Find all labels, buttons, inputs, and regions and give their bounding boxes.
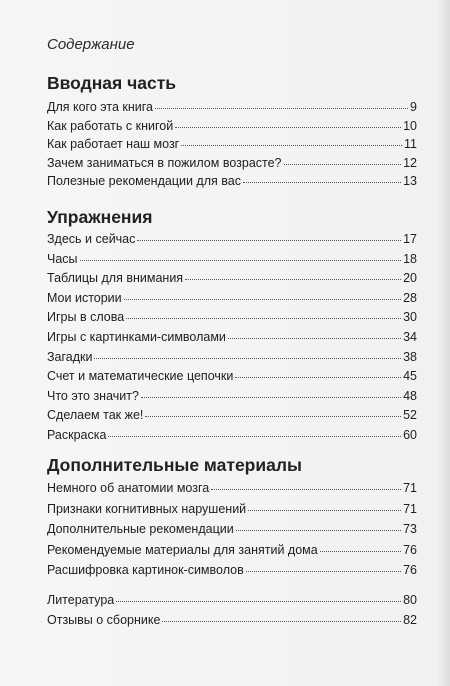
toc-entry-page: 45 bbox=[403, 369, 417, 384]
dot-leader bbox=[248, 509, 401, 511]
toc-entry-title: Часы bbox=[47, 251, 78, 266]
toc-entry-page: 13 bbox=[403, 174, 417, 188]
dot-leader bbox=[94, 357, 401, 359]
dot-leader bbox=[236, 529, 401, 531]
dot-leader bbox=[211, 488, 401, 490]
toc-entry-title: Загадки bbox=[47, 349, 93, 364]
toc-entry-title: Расшифровка картинок-символов bbox=[47, 563, 244, 578]
back-matter bbox=[47, 590, 417, 630]
toc-entry[interactable] bbox=[47, 230, 417, 250]
toc-entry-title: Что это значит? bbox=[47, 388, 139, 403]
toc-title: Содержание bbox=[47, 36, 135, 53]
toc-entry-title: Как работать с книгой bbox=[47, 118, 174, 133]
toc-entry[interactable] bbox=[47, 269, 417, 289]
toc-entry-page: 28 bbox=[403, 290, 417, 305]
dot-leader bbox=[145, 415, 401, 417]
toc-entry-page: 48 bbox=[403, 388, 417, 403]
toc-entry[interactable] bbox=[47, 499, 417, 520]
toc-entry[interactable] bbox=[47, 308, 417, 328]
section-heading: Упражнения bbox=[47, 207, 153, 227]
toc-entry-page: 30 bbox=[403, 310, 417, 325]
toc-entry-page: 76 bbox=[403, 563, 417, 578]
toc-entry-page: 76 bbox=[403, 542, 417, 557]
dot-leader bbox=[124, 298, 401, 300]
toc-entry[interactable] bbox=[47, 98, 417, 117]
toc-entry-title: Немного об анатомии мозга bbox=[47, 481, 210, 495]
toc-entry[interactable] bbox=[47, 289, 417, 309]
dot-leader bbox=[246, 570, 401, 572]
toc-entry-page: 17 bbox=[403, 232, 417, 246]
dot-leader bbox=[126, 317, 401, 319]
dot-leader bbox=[284, 163, 402, 165]
toc-entry[interactable] bbox=[47, 172, 417, 191]
toc-entry-title: Мои истории bbox=[47, 290, 122, 305]
dot-leader bbox=[243, 181, 401, 183]
toc-entry[interactable] bbox=[47, 135, 417, 154]
toc-entry-title: Сделаем так же! bbox=[47, 408, 144, 423]
toc-entry-page: 80 bbox=[403, 593, 417, 607]
toc-entry[interactable] bbox=[47, 406, 417, 426]
dot-leader bbox=[108, 435, 401, 437]
toc-entry-page: 52 bbox=[403, 408, 417, 423]
toc-entry-title: Полезные рекомендации для вас bbox=[47, 174, 241, 188]
toc-entry-page: 18 bbox=[403, 251, 417, 266]
toc-entry-title: Дополнительные рекомендации bbox=[47, 522, 234, 537]
toc-entry[interactable] bbox=[47, 519, 417, 540]
dot-leader bbox=[175, 126, 401, 128]
dot-leader bbox=[141, 396, 401, 398]
dot-leader bbox=[80, 259, 402, 261]
toc-entry-title: Таблицы для внимания bbox=[47, 271, 184, 286]
dot-leader bbox=[162, 620, 401, 622]
dot-leader bbox=[185, 278, 401, 280]
toc-entry-title: Здесь и сейчас bbox=[47, 232, 136, 246]
toc-entry-page: 20 bbox=[403, 271, 417, 286]
page-edge-shadow bbox=[438, 0, 450, 686]
toc-entry-title: Зачем заниматься в пожилом возрасте? bbox=[47, 155, 282, 170]
dot-leader bbox=[155, 107, 408, 109]
toc-entry[interactable] bbox=[47, 387, 417, 407]
toc-entry-title: Счет и математические цепочки bbox=[47, 369, 234, 384]
section-introduction bbox=[47, 70, 417, 191]
toc-entry-title: Для кого эта книга bbox=[47, 100, 153, 114]
toc-entry[interactable] bbox=[47, 426, 417, 446]
toc-entry-page: 12 bbox=[403, 155, 417, 170]
toc-entry-title: Признаки когнитивных нарушений bbox=[47, 501, 247, 516]
dot-leader bbox=[235, 376, 401, 378]
section-heading: Вводная часть bbox=[47, 73, 177, 93]
toc-entry-title: Отзывы о сборнике bbox=[47, 613, 161, 627]
toc-entry-page: 9 bbox=[410, 100, 417, 114]
section-additional-materials bbox=[47, 452, 417, 581]
toc-entry[interactable] bbox=[47, 117, 417, 136]
toc-entry-page: 71 bbox=[403, 481, 417, 495]
toc-entry-title: Как работает наш мозг bbox=[47, 137, 180, 151]
toc-entry-page: 34 bbox=[403, 329, 417, 344]
toc-entry-title: Раскраска bbox=[47, 427, 107, 442]
toc-entry-page: 60 bbox=[403, 427, 417, 442]
toc-entry[interactable] bbox=[47, 540, 417, 561]
toc-entry[interactable] bbox=[47, 154, 417, 173]
toc-entry-title: Игры с картинками-символами bbox=[47, 329, 226, 344]
dot-leader bbox=[116, 600, 401, 602]
dot-leader bbox=[228, 337, 401, 339]
toc-entry[interactable] bbox=[47, 250, 417, 270]
section-exercises bbox=[47, 204, 417, 446]
toc-entry-page: 38 bbox=[403, 349, 417, 364]
toc-entry-title: Игры в слова bbox=[47, 310, 125, 325]
toc-entry[interactable] bbox=[47, 478, 417, 499]
dot-leader bbox=[137, 239, 401, 241]
toc-entry-page: 10 bbox=[403, 118, 417, 133]
toc-entry-page: 71 bbox=[403, 501, 417, 516]
toc-entry-page: 73 bbox=[403, 522, 417, 537]
toc-entry[interactable] bbox=[47, 367, 417, 387]
toc-entry[interactable] bbox=[47, 560, 417, 581]
toc-entry-page: 11 bbox=[404, 137, 417, 151]
toc-entry[interactable] bbox=[47, 348, 417, 368]
toc-entry-title: Литература bbox=[47, 593, 115, 607]
section-heading: Дополнительные материалы bbox=[47, 455, 302, 475]
toc-entry-title: Рекомендуемые материалы для занятий дома bbox=[47, 542, 318, 557]
toc-entry-page: 82 bbox=[403, 613, 417, 627]
dot-leader bbox=[320, 550, 401, 552]
toc-entry[interactable] bbox=[47, 590, 417, 610]
toc-entry[interactable] bbox=[47, 328, 417, 348]
dot-leader bbox=[181, 144, 402, 146]
toc-entry[interactable] bbox=[47, 610, 417, 630]
